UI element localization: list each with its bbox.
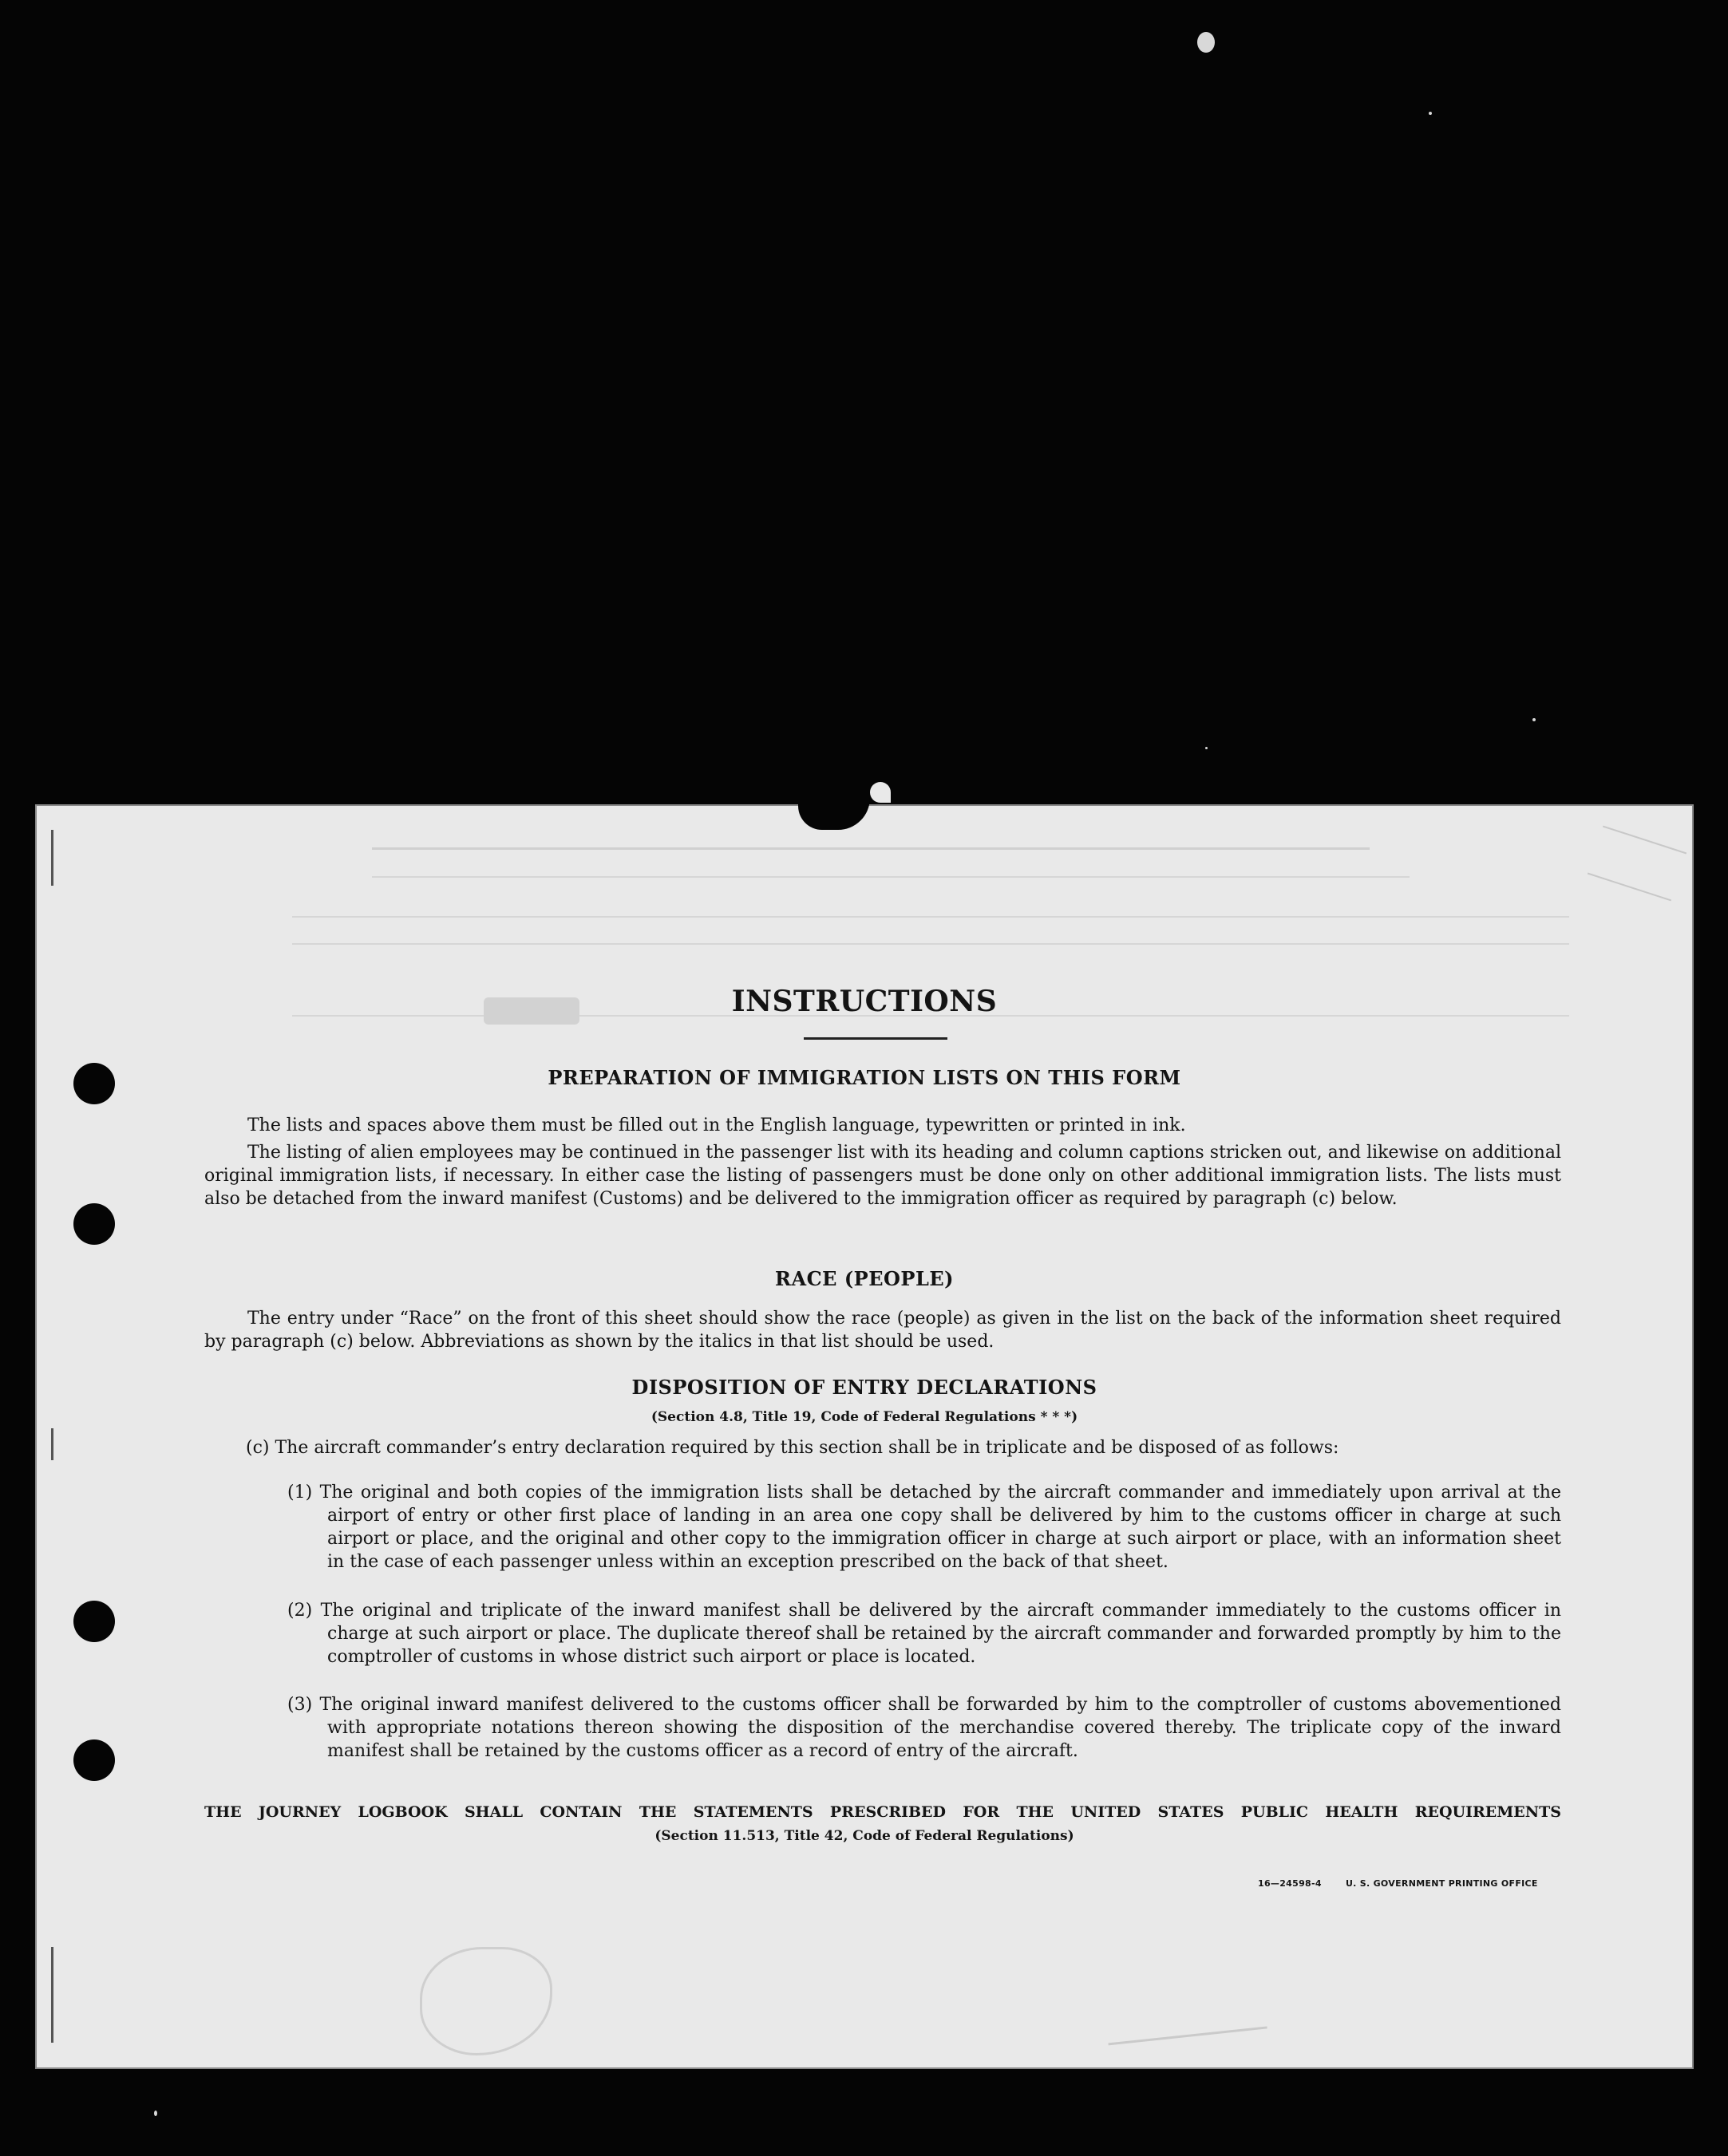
- dust-speck: [1197, 32, 1215, 53]
- bleed-through-line: [372, 876, 1410, 878]
- page-title: INSTRUCTIONS: [731, 985, 998, 1018]
- bleed-through-line: [292, 943, 1569, 945]
- title-underline: [804, 1037, 947, 1040]
- dust-speck: [1532, 718, 1536, 721]
- edge-mark: [51, 1428, 53, 1460]
- handwriting-mark: [420, 1947, 552, 2055]
- printer-name: U. S. GOVERNMENT PRINTING OFFICE: [1345, 1878, 1538, 1889]
- punch-hole: [73, 1601, 115, 1642]
- bleed-through-line: [372, 847, 1370, 850]
- disposition-item-2: (2) The original and triplicate of the inward manifest shall be delivered by the aircraft commander immediately to the customs officer in charge at such airport or place. The duplicate thereof shall be retained by the aircraft commander and forwarded promptly by him to the comptroller of customs in whose district such airport or place is located.: [287, 1601, 1561, 1667]
- form-sheet: [35, 804, 1694, 2069]
- printer-imprint: [1258, 1878, 1559, 1889]
- form-number: 16—24598-4: [1258, 1878, 1322, 1889]
- disposition-item-1: (1) The original and both copies of the immigration lists shall be detached by the aircraft commander and immediately upon arrival at the airport of entry or other first place of landing in an area one copy shall be delivered by him to the customs officer in charge at such airport or place, and the original and other copy to the immigration officer in charge at such airport or place, with an information sheet in the case of each passenger unless within an exception prescribed on the back of that sheet.: [287, 1483, 1561, 1572]
- paragraph-language: The lists and spaces above them must be filled out in the English language, typewritten or printed in ink.: [247, 1116, 1186, 1135]
- edge-mark: [51, 830, 53, 886]
- section-heading-disposition: DISPOSITION OF ENTRY DECLARATIONS: [631, 1376, 1097, 1399]
- bleed-through-line: [292, 916, 1569, 918]
- edge-mark: [51, 1947, 53, 2043]
- footer-citation: (Section 11.513, Title 42, Code of Federal Regulations): [654, 1828, 1074, 1844]
- footer-health-requirements: THE JOURNEY LOGBOOK SHALL CONTAIN THE STATEMENTS PRESCRIBED FOR THE UNITED STATES PUBLIC HEALTH REQUIREMENTS: [204, 1803, 1561, 1821]
- paragraph-race: The entry under “Race” on the front of this sheet should show the race (people) as given in the list on the back of the information sheet required by paragraph (c) below. Abbreviations as shown by the italics in that list should be used.: [204, 1309, 1561, 1352]
- bleed-through-mark: [1588, 826, 1686, 902]
- dust-speck: [154, 2111, 157, 2116]
- punch-hole: [73, 1203, 115, 1245]
- dust-speck: [1205, 747, 1208, 749]
- paper-tear-flap: [870, 782, 891, 803]
- section-heading-immigration-lists: PREPARATION OF IMMIGRATION LISTS ON THIS FORM: [548, 1066, 1181, 1089]
- paragraph-disposition-intro: (c) The aircraft commander’s entry declaration required by this section shall be in triplicate and be disposed of as follows:: [246, 1438, 1339, 1458]
- punch-hole: [73, 1739, 115, 1781]
- disposition-item-3: (3) The original inward manifest delivered to the customs officer shall be forwarded by him to the comptroller of customs abovementioned with appropriate notations thereon showing the disposition of the merchandise covered thereby. The triplicate copy of the inward manifest shall be retained by the customs officer as a record of entry of the aircraft.: [287, 1695, 1561, 1761]
- section-heading-race: RACE (PEOPLE): [775, 1267, 954, 1290]
- paragraph-alien-employees: The listing of alien employees may be continued in the passenger list with its heading and column captions stricken out, and likewise on additional original immigration lists, if necessary. In either case the listing of passengers must be done only on other additional immigration lists. The lists must also be detached from the inward manifest (Customs) and be delivered to the immigration officer as required by paragraph (c) below.: [204, 1143, 1561, 1209]
- disposition-citation: (Section 4.8, Title 19, Code of Federal Regulations * * *): [650, 1409, 1078, 1425]
- dust-speck: [1429, 112, 1432, 115]
- handwriting-mark: [1105, 1995, 1267, 2046]
